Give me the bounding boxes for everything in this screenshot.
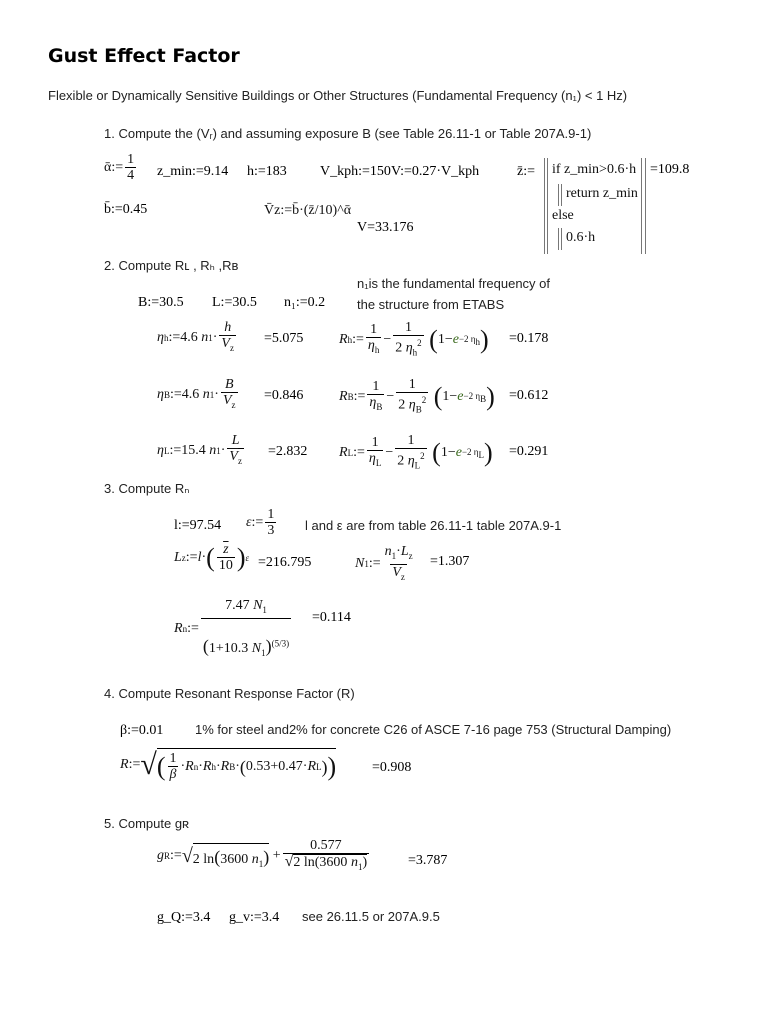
Rn-formula: R n := $\frac{7.47 N_1}{(1+10.3 N_1)^{(5/3)}}$: [174, 598, 293, 661]
vkph-def: V_kph:=150: [320, 164, 391, 179]
R-B-value: =0.612: [509, 388, 549, 403]
prog-if-line: if z_min>0.6·h: [552, 162, 637, 177]
alpha-fraction: [125, 152, 136, 183]
b-def: b̄:=0.45: [104, 202, 148, 217]
h-def: h:=183: [247, 164, 287, 179]
beta-def: β:=0.01: [120, 723, 164, 738]
alpha-def: [104, 152, 138, 183]
step3-heading: 3. Compute Rₙ: [104, 481, 190, 496]
gQ-def: g_Q:=3.4: [157, 910, 211, 925]
program-bar-inner1b: [561, 184, 562, 206]
n1-note-line2: the structure from ETABS: [357, 297, 505, 312]
gQ-note: see 26.11.5 or 207A.9.5: [302, 909, 440, 924]
step4-heading: 4. Compute Resonant Response Factor (R): [104, 686, 355, 701]
gR-value: =3.787: [408, 853, 448, 868]
page-title: Gust Effect Factor: [48, 45, 240, 67]
eta-L-formula: η L :=15.4 n 1 · $\frac{L}{\overline{V}_z}$: [157, 433, 246, 469]
eta-h-value: =5.075: [264, 331, 304, 346]
R-L-value: =0.291: [509, 444, 549, 459]
program-bar-right2: [645, 158, 646, 254]
eta-B-value: =0.846: [264, 388, 304, 403]
eta-h-formula: η h :=4.6 n 1 · $\frac{h}{\overline{V}_z}$: [157, 320, 238, 356]
eps-def: ε := $\frac{1}{3}$: [246, 507, 275, 538]
alpha-num: 1: [127, 152, 135, 167]
zmin-def: z_min:=9.14: [157, 164, 229, 179]
Lz-formula: L z := l · ( $\frac{\overline{z}}{10}$ ) ε: [174, 542, 250, 573]
eta-B-formula: η B :=4.6 n 1 · $\frac{B}{\overline{V}_z}$: [157, 377, 240, 413]
gR-formula: g R := √ 2 ln(3600 $n_1$) + $\frac{0.577}{√2 \ln(3600 n_1)}$: [157, 838, 371, 875]
R-h-formula: R h := $\frac{1}{\eta_h}$ − $\frac{1}{2 \eta_h^2}$ ( 1− e −2 $\eta_h$ ): [339, 320, 489, 360]
prog-else-line: else: [552, 208, 574, 223]
l-eps-note: l and ε are from table 26.11-1 table 207A.9-1: [305, 518, 562, 533]
zbar-lhs: z̄:=: [517, 164, 535, 179]
gv-def: g_v:=3.4: [229, 910, 280, 925]
n1-note-line1: n₁is the fundamental frequency of: [357, 276, 551, 291]
prog-val-line: 0.6·h: [566, 230, 596, 245]
prog-return-line: return z_min: [566, 186, 638, 201]
N1-value: =1.307: [430, 554, 470, 569]
vz-formula: [264, 203, 351, 219]
Lz-value: =216.795: [258, 555, 312, 570]
program-bar-outer2: [547, 158, 548, 254]
step2-heading: 2. Compute Rʟ , Rₕ ,Rʙ: [104, 258, 239, 273]
program-bar-right: [641, 158, 642, 254]
alpha-den: 4: [127, 168, 135, 183]
B-def: B:=30.5: [138, 295, 184, 310]
step5-heading: 5. Compute gʀ: [104, 816, 190, 831]
L-def: L:=30.5: [212, 295, 257, 310]
l-def: l:=97.54: [174, 518, 222, 533]
N1-formula: N 1 := $\frac{n_1\cdot L_z}{\overline{V}_z}$: [355, 544, 417, 585]
eta-L-value: =2.832: [268, 444, 308, 459]
R-value: =0.908: [372, 760, 412, 775]
n1-def: n₁:=0.2: [284, 295, 326, 310]
program-bar-inner2: [558, 228, 559, 250]
R-h-value: =0.178: [509, 331, 549, 346]
program-bar-inner1: [558, 184, 559, 206]
program-bar-inner2b: [561, 228, 562, 250]
Rn-value: =0.114: [312, 610, 351, 625]
vz-expression: V̄z:=b̄·(z̄/10)^ᾱ: [264, 203, 352, 218]
R-L-formula: R L := $\frac{1}{\eta_L}$ − $\frac{1}{2 \eta_L^2}$ ( 1− e −2 $\eta_L$ ): [339, 433, 493, 473]
v-result: V=33.176: [357, 220, 414, 235]
program-bar-outer: [544, 158, 545, 254]
beta-note: 1% for steel and2% for concrete C26 of ASCE 7-16 page 753 (Structural Damping): [195, 722, 672, 737]
zbar-result: =109.8: [650, 162, 690, 177]
step1-heading: 1. Compute the (Vᵣ) and assuming exposure B (see Table 26.11-1 or Table 207A.9-1): [104, 126, 592, 141]
R-formula: R := √ ( $\frac{1}{\beta}$ · R n · R h · R B · ( 0.53+0.47· R L ) ): [120, 748, 337, 782]
intro-text: Flexible or Dynamically Sensitive Buildings or Other Structures (Fundamental Frequency (n₁) < 1 Hz): [48, 88, 628, 103]
alpha-lhs: ᾱ:=: [104, 159, 124, 175]
R-B-formula: R B := $\frac{1}{\eta_B}$ − $\frac{1}{2 \eta_B^2}$ ( 1− e −2 $\eta_B$ ): [339, 377, 495, 417]
v-def: V:=0.27·V_kph: [391, 164, 480, 179]
